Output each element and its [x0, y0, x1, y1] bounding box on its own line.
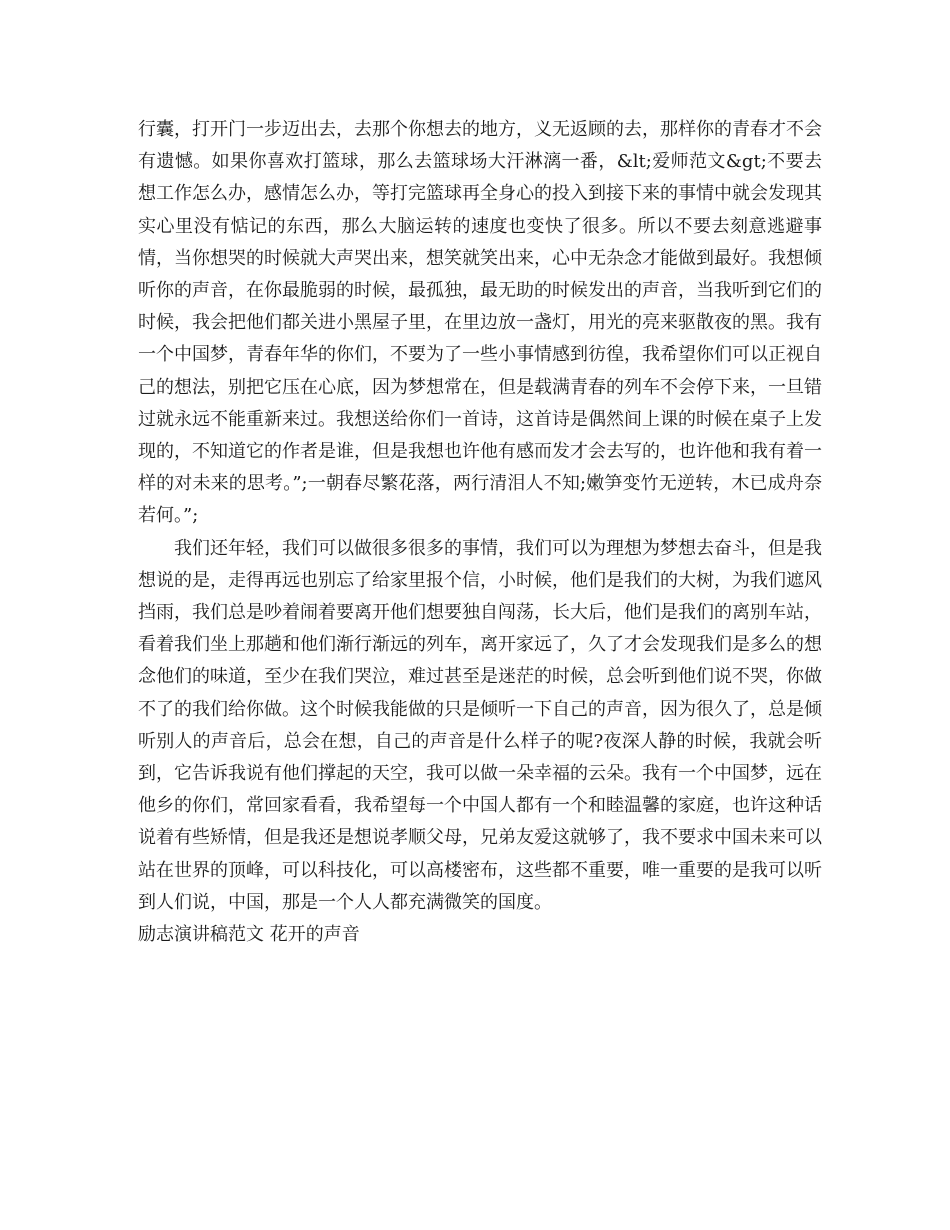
document-body	[138, 114, 822, 951]
paragraph-1: 行囊，打开门一步迈出去，去那个你想去的地方，义无返顾的去，那样你的青春才不会有遗憾。如果你喜欢打篮球，那么去篮球场大汗淋漓一番，&lt;爱师范文&gt;不要去想工作怎么办，感情怎么办，等打完篮球再全身心的投入到接下来的事情中就会发现其实心里没有惦记的东西，那么大脑运转的速度也变快了很多。所以不要去刻意逃避事情，当你想哭的时候就大声哭出来，想笑就笑出来，心中无杂念才能做到最好。我想倾听你的声音，在你最脆弱的时候，最孤独，最无助的时候发出的声音，当我听到它们的时候，我会把他们都关进小黑屋子里，在里边放一盏灯，用光的亮来驱散夜的黑。我有一个中国梦，青春年华的你们，不要为了一些小事情感到彷徨，我希望你们可以正视自己的想法，别把它压在心底，因为梦想常在，但是载满青春的列车不会停下来，一旦错过就永远不能重新来过。我想送给你们一首诗，这首诗是偶然间上课的时候在桌子上发现的，不知道它的作者是谁，但是我想也许他有感而发才会去写的，也许他和我有着一样的对未来的思考。”;一朝春尽繁花落，两行清泪人不知;嫩笋变竹无逆转，木已成舟奈若何。”;	[138, 119, 822, 527]
next-article-title: 励志演讲稿范文 花开的声音	[138, 924, 360, 946]
paragraph-2: 我们还年轻，我们可以做很多很多的事情，我们可以为理想为梦想去奋斗，但是我想说的是，走得再远也别忘了给家里报个信，小时候，他们是我们的大树，为我们遮风挡雨，我们总是吵着闹着要离开他们想要独自闯荡，长大后，他们是我们的离别车站，看着我们坐上那趟和他们渐行渐远的列车，离开家远了，久了才会发现我们是多么的想念他们的味道，至少在我们哭泣，难过甚至是迷茫的时候，总会听到他们说不哭，你做不了的我们给你做。这个时候我能做的只是倾听一下自己的声音，因为很久了，总是倾听别人的声音后，总会在想，自己的声音是什么样子的呢?夜深人静的时候，我就会听到，它告诉我说有他们撑起的天空，我可以做一朵幸福的云朵。我有一个中国梦，远在他乡的你们，常回家看看，我希望每一个中国人都有一个和睦温馨的家庭，也许这种话说着有些矫情，但是我还是想说孝顺父母，兄弟友爱这就够了，我不要求中国未来可以站在世界的顶峰，可以科技化，可以高楼密布，这些都不重要，唯一重要的是我可以听到人们说，中国，那是一个人人都充满微笑的国度。	[138, 537, 822, 913]
